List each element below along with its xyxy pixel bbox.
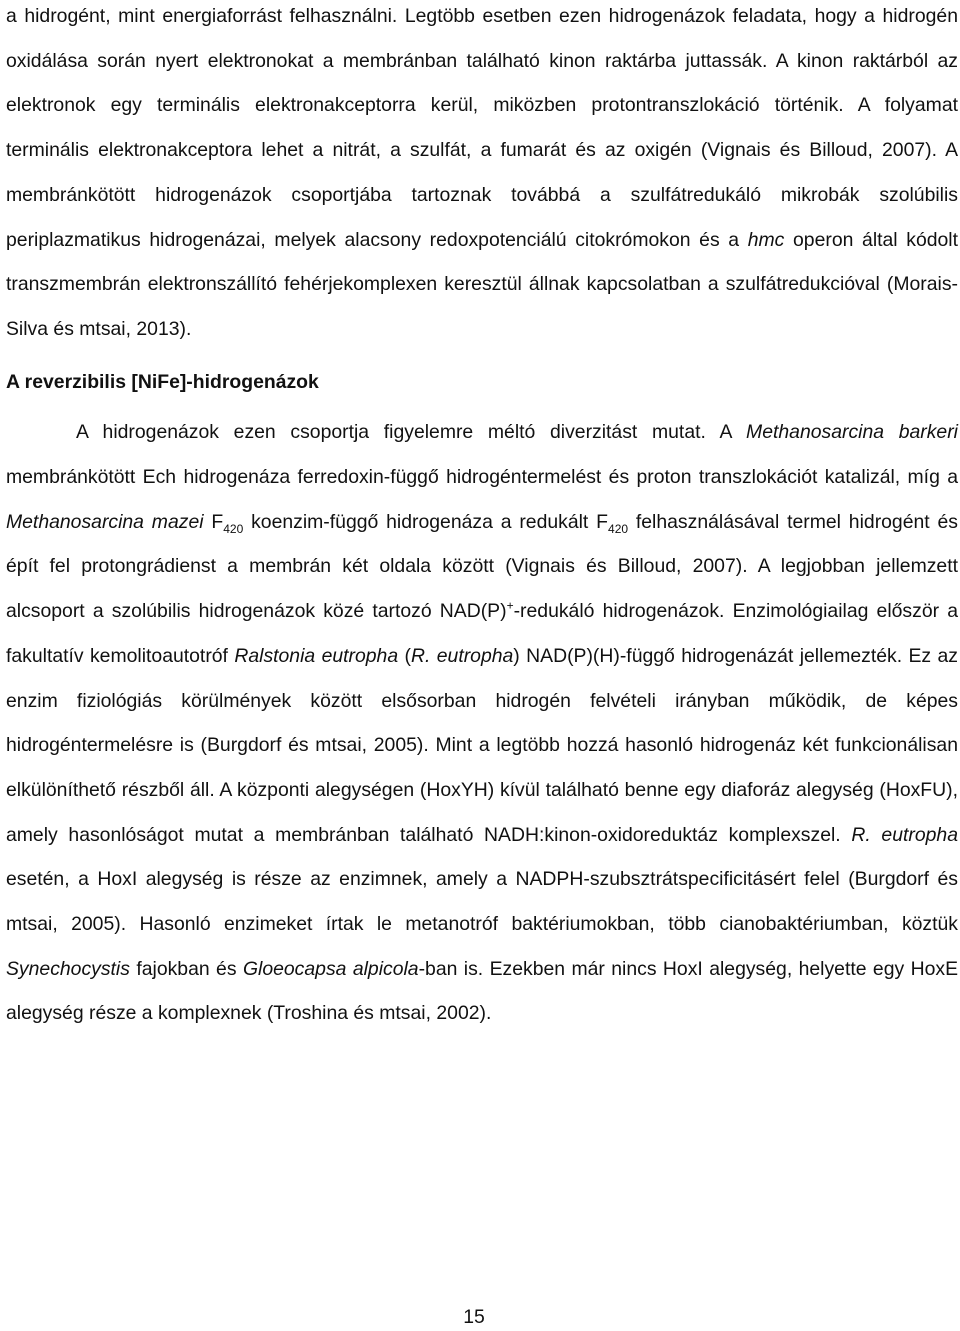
text-run: felhasználásával termel hidrogént és épít fel protongrádienst a membrán két oldala között (Vignais és Billoud, 2007). A legjobban jellemzett alcsoport a szolúbilis hidrogenázok közé tartozó NAD(P) [6,510,958,623]
italic-term: R. eutropha [851,823,958,846]
italic-term: Methanosarcina mazei [6,510,204,533]
text-run: -ban is. Ezekben már nincs HoxI alegység, helyette egy HoxE alegység része a komplexnek (Troshina és mtsai, 2002). [6,957,959,1025]
italic-term: Gloeocapsa alpicola [242,957,419,980]
italic-term: R. eutropha [410,644,514,667]
paragraph-intro [6,0,958,352]
italic-term: Synechocystis [6,957,130,980]
text-run: esetén, a HoxI alegység is része az enzimnek, amely a NADPH-szubsztrátspecificitásért felel (Burgdorf és mtsai, 2005). Hasonló enzimeket írtak le metanotróf baktériumokban, több cianobaktériumban, köztük [6,868,958,936]
section-heading: A reverzibilis [NiFe]-hidrogenázok [6,370,319,393]
italic-term: Ralstonia eutropha [234,644,399,667]
text-run: fajokban és [129,957,243,980]
text-run: a hidrogént, mint energiaforrást felhasználni. Legtöbb esetben ezen hidrogenázok feladata, hogy a hidrogén oxidálása során nyert elektronokat a membránban található kinon raktárba juttassák. A kinon raktárból az elektronok egy terminális elektronakceptorra kerül, miközben protontranszlokáció történik. A folyamat terminális elektronakceptora lehet a nitrát, a szulfát, a fumarát és az oxigén (Vignais és Billoud, 2007). A membránkötött hidrogenázok csoportjába tartoznak továbbá a szulfátredukáló mikrobák szolúbilis periplazmatikus hidrogenázai, melyek alacsony redoxpotenciálú citokrómokon és a [6,5,958,251]
paragraph-nife [6,410,958,1036]
text-run: F [203,510,224,533]
italic-term: Methanosarcina barkeri [746,421,958,444]
subscript: 420 [223,521,244,536]
text-run: A hidrogenázok ezen csoportja figyelemre méltó diverzitást mutat. A [76,421,747,444]
subscript: 420 [608,521,629,536]
text-run: koenzim-függő hidrogenáza a redukált F [243,510,609,533]
text-run: ( [398,644,411,667]
italic-term: hmc [747,228,785,251]
text-run: ) NAD(P)(H)-függő hidrogenázát jellemezték. Ez az enzim fiziológiás körülmények között elsősorban hidrogén felvételi irányban működik, de képes hidrogéntermelésre is (Burgdorf és mtsai, 2005). Mint a legtöbb hozzá hasonló hidrogenáz két funkcionálisan elkülöníthető részből áll. A központi alegységen (HoxYH) kívül található benne egy diaforáz alegység (HoxFU), amely hasonlóságot mutat a membránban található NADH:kinon-oxidoreduktáz komplexszel. [6,644,958,846]
text-run: membránkötött Ech hidrogenáza ferredoxin-függő hidrogéntermelést és proton transzlokációt katalizál, míg a [6,466,958,489]
text-run: -redukáló hidrogenázok. Enzimológiailag először a fakultatív kemolitoautotróf [6,600,959,667]
superscript: + [506,598,514,613]
text-run: operon által kódolt transzmembrán elektronszállító fehérjekomplexen keresztül állnak kapcsolatban a szulfátredukcióval (Morais-Silva és mtsai, 2013). [6,228,958,340]
document-page [6,0,958,1331]
page-number: 15 [463,1306,485,1328]
